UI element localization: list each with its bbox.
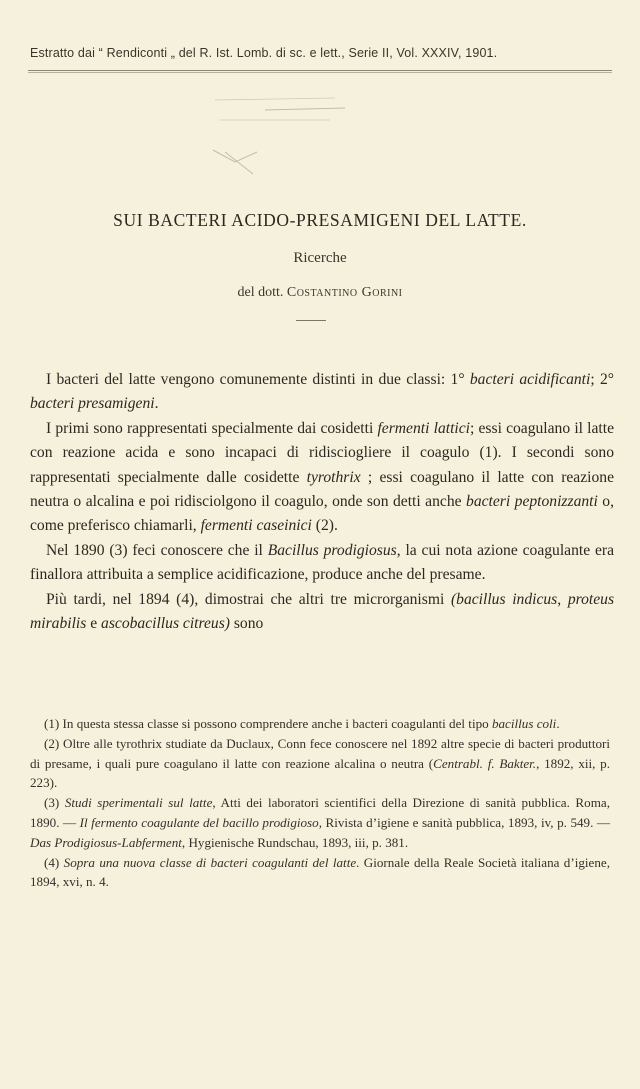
footnote-3: (3) Studi sperimentali sul latte, Atti dei laboratori scientifici della Direzione di sanità pubblica. Roma, 1890. — Il fermento coagulante del bacillo prodigioso, Rivista d’igiene e sanità pubblica, 1893, iv, p. 549. — Das Prodigiosus-Labferment, Hygienische Rundschau, 1893, iii, p. 381. (30, 795, 610, 850)
footnote-4: (4) Sopra una nuova classe di bacteri coagulanti del latte. Giornale della Reale Società italiana d’igiene, 1894, xvi, n. 4. (30, 854, 610, 890)
paragraph-1: I bacteri del latte vengono comunemente distinti in due classi: 1° bacteri acidificanti; 2° bacteri presamigeni. (30, 371, 615, 413)
library-stamp (195, 90, 355, 200)
header-rule (28, 70, 612, 73)
paragraph-2: I primi sono rappresentati specialmente dai cosidetti fermenti lattici; essi coagulano il latte con reazione acida e sono incapaci di ridisciogliere il coagulo (1). I secondi sono rappresentati specialmente dalle cosidette tyrothrix ; essi coagulano il latte con reazione neutra o alcalina e poi ridisciolgono il coagulo, onde son detti anche bacteri peptonizzanti o, come preferisco chiamarli, fermenti caseinici (2). (30, 419, 615, 535)
body-text (30, 368, 614, 636)
author-prefix: del dott. (237, 285, 287, 300)
footnote-1: (1) In questa stessa classe si possono comprendere anche i bacteri coagulanti del tipo bacillus coli. (44, 716, 560, 731)
paragraph-4: Più tardi, nel 1894 (4), dimostrai che altri tre microrganismi (bacillus indicus, proteus mirabilis e ascobacillus citreus) sono (30, 590, 615, 633)
title-separator (296, 320, 326, 321)
footnote-2: (2) Oltre alle tyrothrix studiate da Duclaux, Conn fece conoscere nel 1892 altre specie di bacteri produttori di presame, i quali pure coagulano il latte con reazione alcalina o neutra (Centrabl. f. Bakter., 1892, xii, p. 223). (30, 735, 610, 791)
article-title: SUI BACTERI ACIDO-PRESAMIGENI DEL LATTE. (113, 210, 527, 230)
author-line (0, 285, 640, 301)
paragraph-3: Nel 1890 (3) feci conoscere che il Bacillus prodigiosus, la cui nota azione coagulante era finallora attribuita a semplice acidificazione, produce anche del presame. (30, 541, 615, 584)
offprint-header: Estratto dai “ Rendiconti „ del R. Ist. Lomb. di sc. e lett., Serie II, Vol. XXXIV, 1901. (30, 46, 498, 60)
author-name: Costantino Gorini (286, 285, 403, 300)
footnotes (30, 714, 610, 892)
article-subtitle: Ricerche (293, 250, 347, 266)
